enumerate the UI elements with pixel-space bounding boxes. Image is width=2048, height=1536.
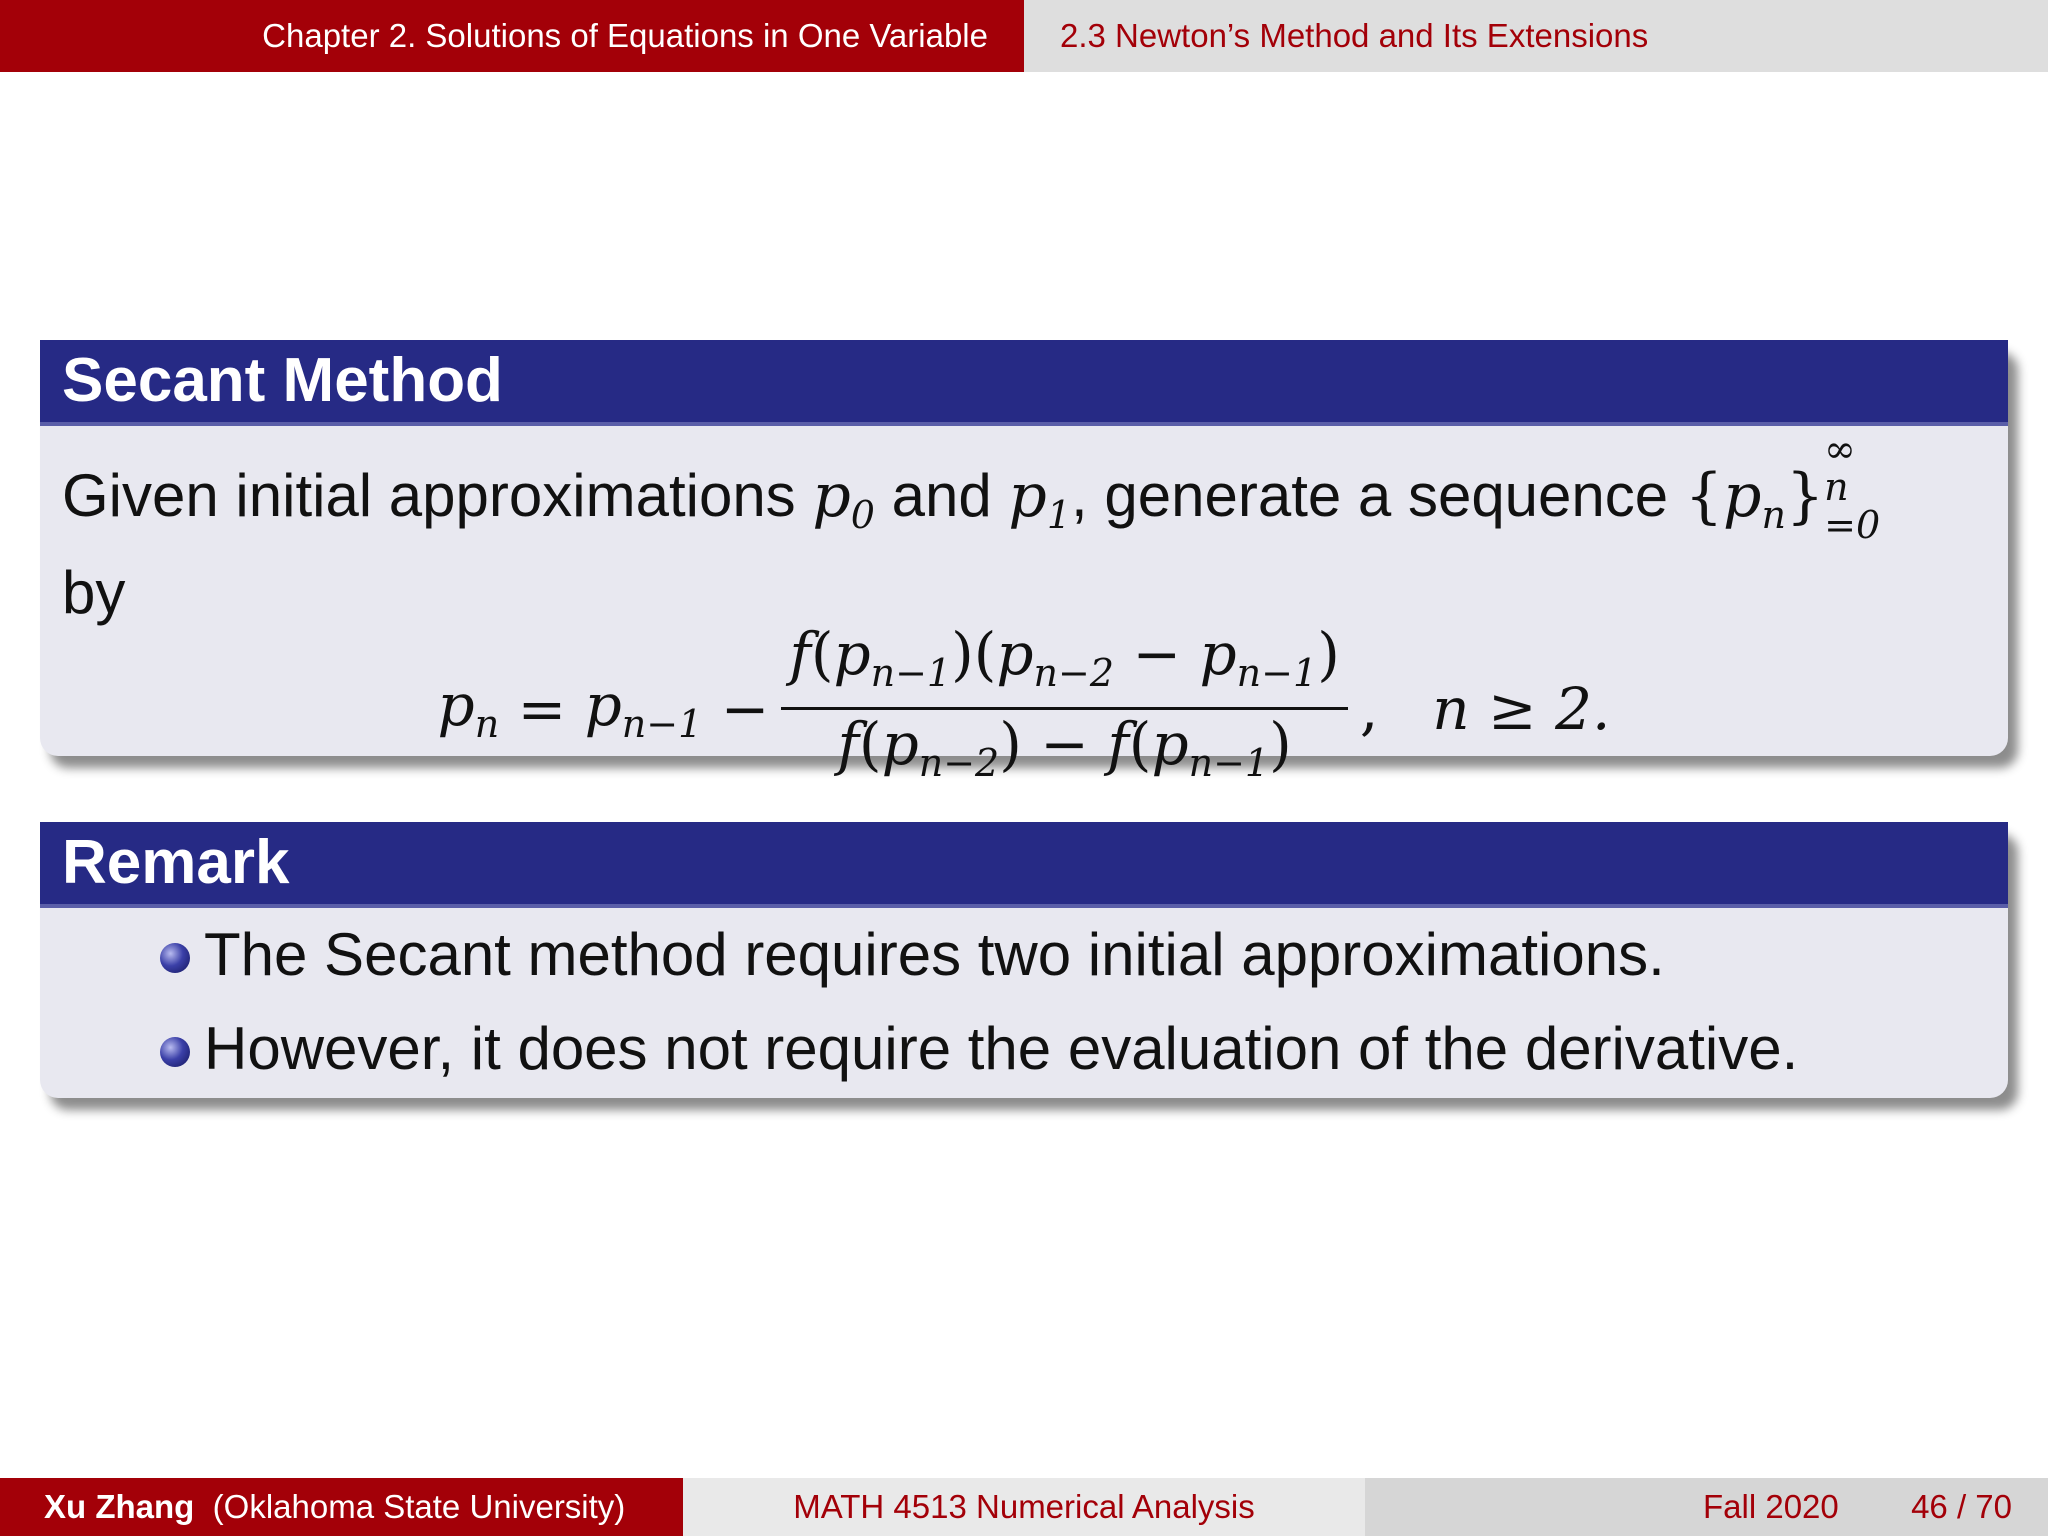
header-section[interactable]: 2.3 Newton’s Method and Its Extensions: [1024, 0, 2048, 72]
footer-course[interactable]: MATH 4513 Numerical Analysis: [683, 1478, 1365, 1536]
formula-fraction: $\frac{f(p_{n-1})(p_{n-2} - p_{n-1})}{f(p_{n-2}) - f(p_{n-1})}$: [781, 620, 1347, 797]
secant-text-by: by: [62, 559, 126, 626]
secant-block-body: [40, 427, 2008, 785]
math-p1: $p_1$: [1008, 461, 1072, 537]
remark-item-text: The Secant method requires two initial approximations.: [204, 921, 1665, 988]
secant-method-block: [40, 340, 2008, 785]
formula-condition: n ≥ 2.: [1432, 674, 1611, 743]
footer-author[interactable]: [0, 1478, 683, 1536]
header-chapter[interactable]: Chapter 2. Solutions of Equations in One Variable: [0, 0, 1024, 72]
secant-text-1: Given initial approximations: [62, 462, 796, 529]
bullet-icon: [160, 1037, 190, 1067]
remark-block-title: Remark: [40, 822, 2008, 908]
footer-term: Fall 2020: [1703, 1488, 1839, 1525]
remark-block-body: [40, 908, 2008, 1096]
math-p0: $p_0$: [812, 461, 875, 537]
secant-description: [62, 427, 1986, 632]
remark-list: [62, 908, 1986, 1096]
list-item: [62, 908, 1986, 1002]
math-sequence: $\{p_n\}$ ∞ n =0: [1684, 427, 1881, 547]
footer-meta: [1365, 1478, 2048, 1536]
secant-text-and: and: [891, 462, 992, 529]
secant-block-title: Secant Method: [40, 340, 2008, 426]
secant-text-2: , generate a sequence: [1071, 462, 1669, 529]
footer-author-name: Xu Zhang: [44, 1488, 195, 1525]
list-item: [62, 1002, 1986, 1096]
bullet-icon: [160, 943, 190, 973]
secant-formula: $p_n$ = $p_{n-1}$ − $\frac{f(p_{n-1})(p_{n-2} - p_{n-1})}{f(p_{n-2}) - f(p_{n-1})}$ , n ≥ 2.: [40, 620, 2008, 770]
remark-item-text: However, it does not require the evaluation of the derivative.: [204, 1015, 1799, 1082]
remark-block: [40, 822, 2008, 1098]
footer-affiliation: (Oklahoma State University): [212, 1488, 626, 1525]
page-number: 46 / 70: [1911, 1488, 2012, 1525]
